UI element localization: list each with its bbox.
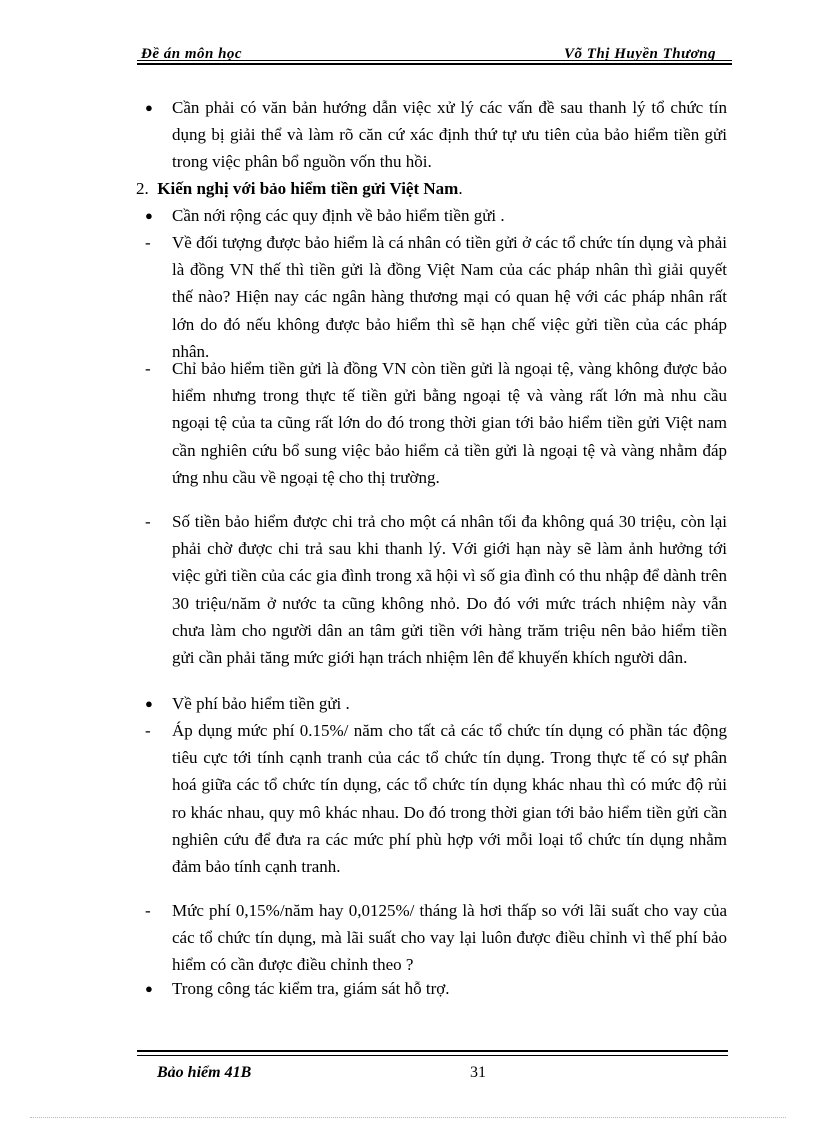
footer-rule — [137, 1055, 728, 1056]
bullet-icon: ● — [145, 208, 153, 223]
bullet-icon: ● — [145, 696, 153, 711]
header-rule-thick — [137, 63, 732, 65]
footer-class-label: Bảo hiểm 41B — [157, 1064, 252, 1081]
paragraph-insurance-limit: Số tiền bảo hiểm được chi trả cho một cá nhân tối đa không quá 30 triệu, còn lại phải chờ được chi trả sau khi thanh lý. Với giới hạn này sẽ làm ảnh hưởng tới việc gửi tiền của các gia đình trong xã hội vì số gia đình có thu nhập để dành trên 30 triệu/năm ở nước ta cũng không nhỏ. Do đó với mức trách nhiệm này vẫn chưa làm cho người dân an tâm gửi tiền với hàng trăm triệu nên bảo hiểm tiền gửi cần phải tăng mức giới hạn trách nhiệm lên để khuyến khích người dân. — [172, 512, 727, 668]
header-rule — [137, 60, 732, 61]
paragraph-supervision: Trong công tác kiểm tra, giám sát hỗ trợ. — [172, 979, 450, 998]
heading-number: 2. — [136, 179, 149, 198]
page-footer — [137, 1050, 728, 1090]
page-number: 31 — [470, 1064, 486, 1081]
paragraph-premium-heading: Về phí bảo hiểm tiền gửi . — [172, 694, 350, 713]
bullet-icon: ● — [145, 981, 153, 996]
section-heading — [136, 175, 463, 202]
heading-text: Kiến nghị với bảo hiểm tiền gửi Việt Nam — [157, 179, 459, 198]
heading-suffix: . — [458, 179, 463, 198]
paragraph-expand-rules: Cần nới rộng các quy định về bảo hiểm tiền gửi . — [172, 206, 505, 225]
footer-rule-thick — [137, 1050, 728, 1052]
dash-marker: - — [145, 901, 151, 920]
paragraph-premium-adjust: Mức phí 0,15%/năm hay 0,0125%/ tháng là hơi thấp so với lãi suất cho vay của các tổ chức tín dụng, mà lãi suất cho vay lại luôn được điều chỉnh vì thế phí bảo hiểm có cần được điều chỉnh theo ? — [172, 901, 727, 975]
dash-marker: - — [145, 512, 151, 531]
bottom-dotted-line — [30, 1117, 786, 1118]
dash-marker: - — [145, 233, 151, 252]
paragraph-insured-subjects: Về đối tượng được bảo hiểm là cá nhân có tiền gửi ở các tổ chức tín dụng và phải là đồng VN thế thì tiền gửi là đồng Việt Nam của các pháp nhân thì giải quyết thế nào? Hiện nay các ngân hàng thương mại có quan hệ với các pháp nhân rất lớn do đó nếu không được bảo hiểm thì sẽ hạn chế việc gửi tiền của các pháp nhân. — [172, 233, 727, 361]
paragraph-foreign-currency: Chỉ bảo hiểm tiền gửi là đồng VN còn tiền gửi là ngoại tệ, vàng không được bảo hiểm nhưng trong thực tế tiền gửi bằng ngoại tệ và vàng rất lớn mà nhu cầu ngoại tệ của ta cũng rất lớn do đó trong thời gian tới bảo hiểm tiền gửi Việt nam cần nghiên cứu bổ sung việc bảo hiểm cả tiền gửi là ngoại tệ và vàng nhằm đáp ứng nhu cầu về ngoại tệ cho thị trường. — [172, 359, 727, 487]
paragraph-premium-rate: Áp dụng mức phí 0.15%/ năm cho tất cả các tổ chức tín dụng có phần tác động tiêu cực tới tính cạnh tranh của các tổ chức tín dụng. Trong thực tế có sự phân hoá giữa các tổ chức tín dụng, các tổ chức tín dụng khác nhau thì có mức độ rủi ro khác nhau, quy mô khác nhau. Do đó trong thời gian tới bảo hiểm tiền gửi cần nghiên cứu để đưa ra các mức phí phù hợp với mỗi loại tổ chức tín dụng nhằm đảm bảo tính cạnh tranh. — [172, 721, 727, 877]
dash-marker: - — [145, 359, 151, 378]
bullet-icon: ● — [145, 100, 153, 115]
header-author: Võ Thị Huyền Thương — [564, 46, 716, 62]
dash-marker: - — [145, 721, 151, 740]
paragraph-guidance: Cần phải có văn bản hướng dẫn việc xử lý các vấn đề sau thanh lý tổ chức tín dụng bị giải thể và làm rõ căn cứ xác định thứ tự ưu tiên của bảo hiểm tiền gửi trong việc phân bổ nguồn vốn thu hồi. — [172, 98, 727, 172]
header-course-title: Đề án môn học — [141, 46, 243, 62]
page-header — [137, 46, 732, 66]
